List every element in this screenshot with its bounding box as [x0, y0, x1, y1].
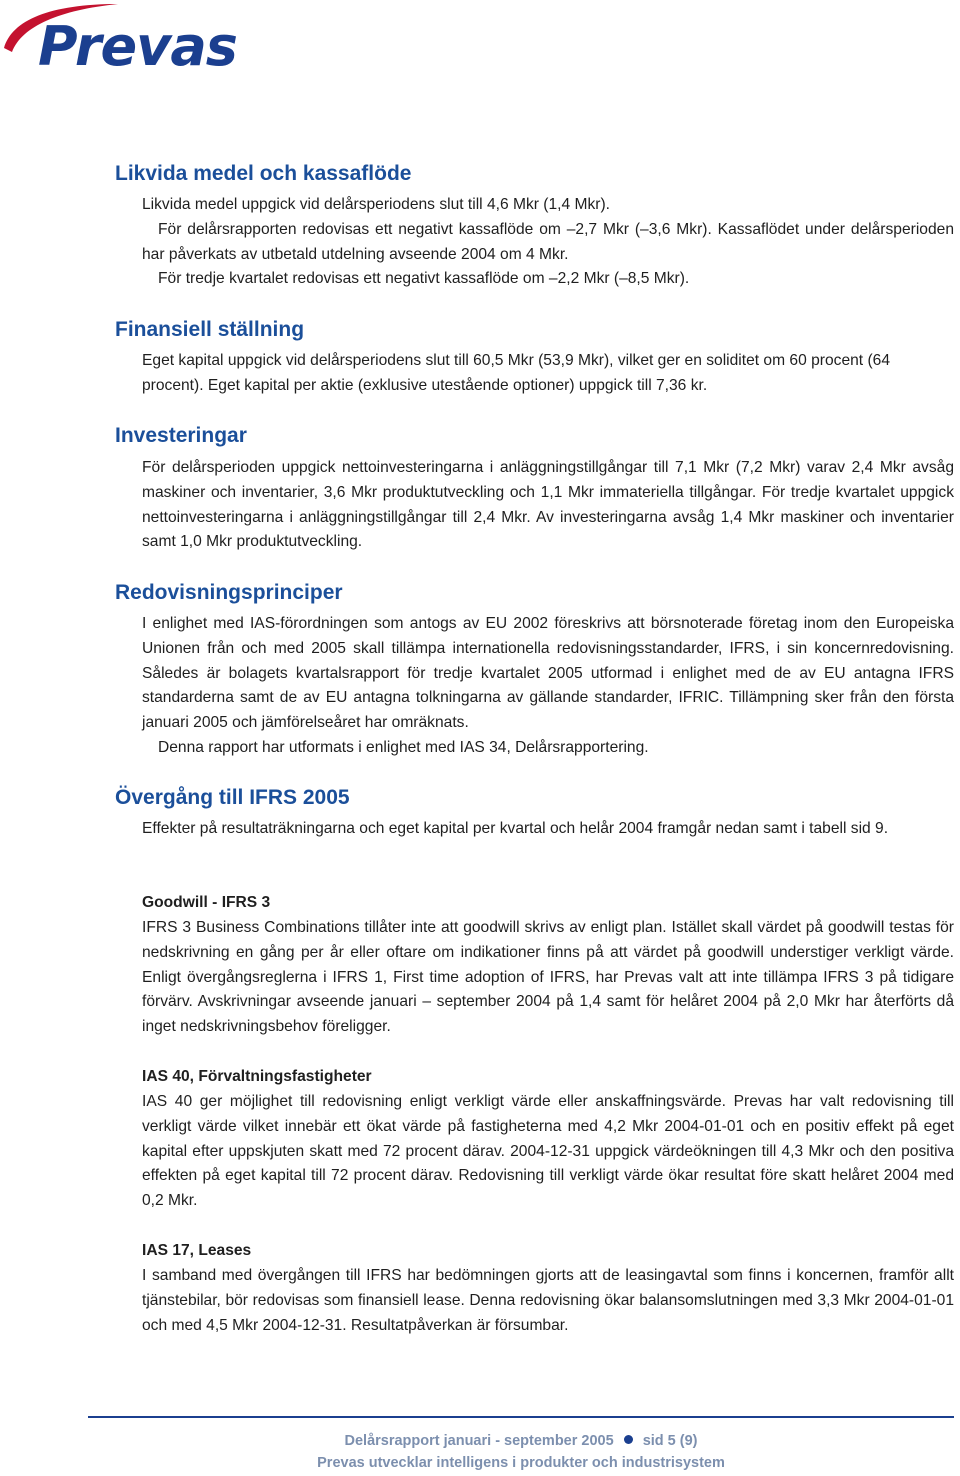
- section-body-investeringar: [142, 456, 954, 555]
- paragraph: Likvida medel uppgick vid delårsperiodens slut till 4,6 Mkr (1,4 Mkr).: [142, 196, 611, 213]
- section-heading-finansiell: Finansiell ställning: [115, 318, 305, 341]
- paragraph: Effekter på resultaträkningarna och eget kapital per kvartal och helår 2004 framgår nedan samt i tabell sid 9.: [142, 820, 889, 837]
- paragraph: För delårsrapporten redovisas ett negativt kassaflöde om –2,7 Mkr (–3,6 Mkr). Kassaflödet under delårsperioden har påverkats av utbetald utdelning avseende 2004 om 4 Mkr.: [142, 220, 954, 263]
- paragraph: I enlighet med IAS-förordningen som antogs av EU 2002 föreskrivs att börsnoterade företag inom den Europeiska Unionen från och med 2005 skall tillämpa internationella redovisningsstandarder, IFRS, i sin koncernredovisning. Således är bolagets kvartalsrapport för tredje kvartalet 2005 utformad i enlighet med de av EU antagna IFRS standarderna samt de av EU antagna tolkningarna av gällande standarder, IFRIC. Tillämpning sker från den första januari 2005 och jämförelseåret har omräknats.: [142, 615, 954, 732]
- subheading-goodwill: Goodwill - IFRS 3: [142, 894, 271, 911]
- section-heading-investeringar: Investeringar: [115, 424, 247, 447]
- section-body-redovisning: [142, 612, 954, 761]
- section-body-ias40: [142, 1090, 954, 1214]
- subheading-ias40: IAS 40, Förvaltningsfastigheter: [142, 1068, 372, 1085]
- paragraph: IAS 40 ger möjlighet till redovisning enligt verkligt värde eller anskaffningsvärde. Prevas har valt redovisning till verkligt värde vilket innebär ett ökat värde på fastigheterna med 4,2 Mkr 2004-01-01 och en positiv effekt på eget kapital efter uppskjuten skatt med 72 procent därav. 2004-12-31 uppgick värdeökningen till 4,3 Mkr och den positiva effekten på eget kapital till 72 procent därav. Redovisning till verkligt värde ökar resultat före skatt helåret 2004 med 0,2 Mkr.: [142, 1093, 954, 1210]
- paragraph: I samband med övergången till IFRS har bedömningen gjorts att de leasingavtal som finns i koncernen, framför allt tjänstebilar, bör redovisas som finansiell lease. Denna redovisning ökar balansomslutningen med 3,3 Mkr 2004-01-01 och med 4,5 Mkr 2004-12-31. Resultatpåverkan är försumbar.: [142, 1267, 954, 1334]
- paragraph: För delårsperioden uppgick nettoinvesteringarna i anläggningstillgångar till 7,1 Mkr (7,2 Mkr) varav 2,4 Mkr avsåg maskiner och inventarier, 3,6 Mkr produktutveckling och 1,1 Mkr immateriella tillgångar. För tredje kvartalet uppgick nettoinvesteringarna i anläggningstillgångar till 2,4 Mkr. Av investeringarna avsåg 1,4 Mkr maskiner och inventarier samt 1,0 Mkr produktutveckling.: [142, 459, 954, 551]
- paragraph: IFRS 3 Business Combinations tillåter inte att goodwill skrivs av enligt plan. Istället skall värdet på goodwill testas för nedskrivning en gång per år eller oftare om indikationer finns på att värdet på goodwill understiger verkligt värde. Enligt övergångsreglerna i IFRS 1, First time adoption of IFRS, har Prevas valt att inte tillämpa IFRS 3 på tidigare förvärv. Avskrivningar avseende januari – september 2004 på 1,4 samt för helåret 2004 på 2,0 Mkr har återförts då inget nedskrivningsbehov föreligger.: [142, 919, 954, 1036]
- paragraph: Denna rapport har utformats i enlighet med IAS 34, Delårsrapportering.: [158, 738, 649, 756]
- section-body-overgang: [142, 817, 954, 842]
- footer-page-number: sid 5 (9): [642, 1433, 698, 1449]
- subheading-ias17: IAS 17, Leases: [142, 1242, 252, 1259]
- paragraph: Eget kapital uppgick vid delårsperiodens slut till 60,5 Mkr (53,9 Mkr), vilket ger en soliditet om 60 procent (64 procent). Eget kapital per aktie (exklusive utestående optioner) uppgick till 7,36 kr.: [142, 352, 890, 394]
- footer-report-line: [88, 1431, 954, 1451]
- prevas-logo: [0, 0, 350, 80]
- section-heading-overgang: Övergång till IFRS 2005: [115, 786, 350, 809]
- section-heading-redovisning: Redovisningsprinciper: [115, 581, 343, 604]
- bullet-icon: [624, 1435, 633, 1444]
- logo-wordmark: Prevas: [38, 15, 237, 78]
- section-body-ias17: [142, 1264, 954, 1338]
- section-body-finansiell: [142, 349, 954, 399]
- section-body-likvida: [142, 193, 954, 292]
- paragraph: För tredje kvartalet redovisas ett negativt kassaflöde om –2,2 Mkr (–8,5 Mkr).: [158, 270, 690, 288]
- section-body-goodwill: [142, 916, 954, 1040]
- footer-divider: [88, 1416, 954, 1418]
- footer-tagline: Prevas utvecklar intelligens i produkter och industrisystem: [317, 1455, 725, 1471]
- footer-report-title: Delårsrapport januari - september 2005: [344, 1433, 614, 1449]
- section-heading-likvida: Likvida medel och kassaflöde: [115, 162, 412, 185]
